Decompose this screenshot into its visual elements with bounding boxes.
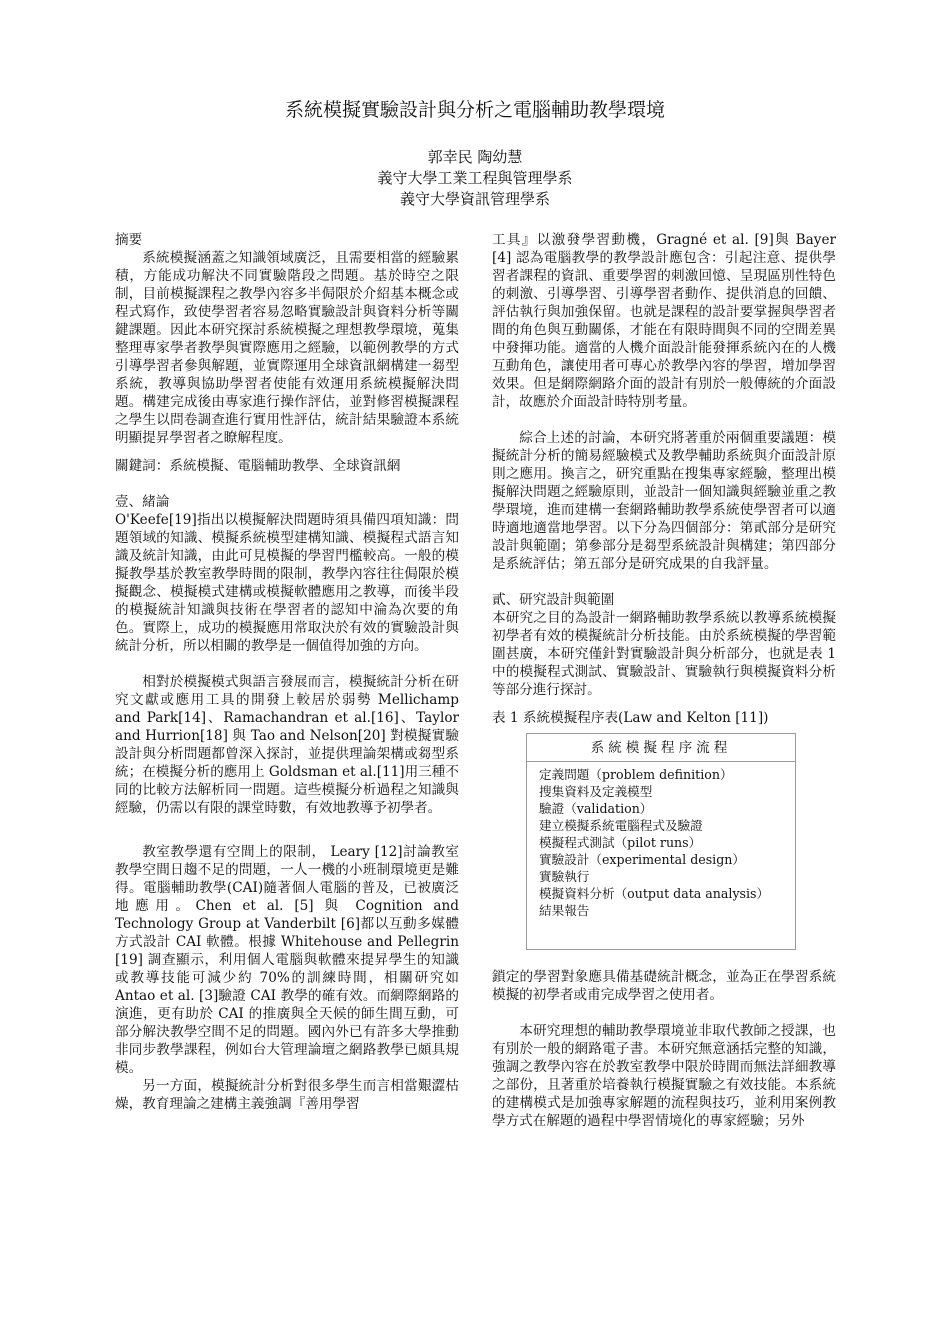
- process-table-body: [527, 762, 795, 949]
- table-caption: 表 1 系統模擬程序表(Law and Kelton [11]): [492, 710, 769, 726]
- author-block: [0, 147, 950, 210]
- abstract-text: 系統模擬涵蓋之知識領域廣泛，且需要相當的經驗累積，方能成功解決不同實驗階段之問題。基於時空之限制，目前模擬課程之教學內容多半侷限於介紹基本概念或程式寫作，致使學習者容易忽略實驗設計與資料分析等關鍵課題。因此本研究探討系統模擬之理想教學環境，蒐集整理專家學者教學與實際應用之經驗，以範例教學的方式引導學習者參與解題，並實際運用全球資訊網構建一芻型系統，教導與協助學習者使能有效運用系統模擬解決問題。構建完成後由專家進行操作評估，並對修習模擬課程之學生以問卷調查進行實用性評估，統計結果驗證本系統明顯提昇學習者之瞭解程度。: [115, 250, 459, 446]
- keywords: 關鍵詞：系統模擬、電腦輔助教學、全球資訊網: [115, 458, 401, 474]
- table-row: 結果報告: [539, 903, 590, 918]
- process-table-header: 系統模擬程序流程: [527, 734, 795, 762]
- author-names: 郭幸民 陶幼慧: [427, 148, 523, 166]
- table-row: 建立模擬系統電腦程式及驗證: [539, 818, 703, 833]
- intro-paragraph-3: 教室教學還有空間上的限制， Leary [12]討論教室教學空間日趨不足的問題，一人一機的小班制環境更是難得。電腦輔助教學(CAI)隨著個人電腦的普及，已被廣泛地應用。Chen et al. [5] 與 Cognition and Technology Group at Vanderbilt [6]都以互動多媒體方式設計 CAI 軟體。根據 Whitehouse and Pellegrin [19] 調查顯示，利用個人電腦與軟體來提昇學生的知識或教導技能可減少約 70%的訓練時間，相關研究如 Antao et al. [3]驗證 CAI 教學的確有效。而網際網路的演進，更有助於 CAI 的推廣與全天候的師生間互動，可部分解決教學空間不足的問題。國內外已有許多大學推動非同步教學課程，例如台大管理論壇之網路教學已頗具規模。: [115, 844, 459, 1076]
- table-row: 實驗執行: [539, 869, 590, 884]
- intro-paragraph-4: 另一方面，模擬統計分析對很多學生而言相當艱澀枯燥，教育理論之建構主義強調『善用學習: [115, 1078, 459, 1112]
- section-2-title: 貳、研究設計與範圍: [492, 592, 615, 608]
- table-row: 驗證（validation）: [539, 801, 653, 816]
- intro-paragraph-1: O'Keefe[19]指出以模擬解決問題時須具備四項知識：問題領域的知識、模擬系統模型建構知識、模擬程式語言知識及統計知識，由此可見模擬的學習門檻較高。一般的模擬教學基於教室教學時間的限制，教學內容往往侷限於模擬觀念、模擬模式建構或模擬軟體應用之教導，而後半段的模擬統計知識與技術在學習者的認知中淪為次要的角色。實際上，成功的模擬應用常取決於有效的實驗設計與統計分析，所以相關的教學是一個值得加強的方向。: [115, 512, 459, 654]
- intro-paragraph-2: 相對於模擬模式與語言發展而言，模擬統計分析在研究文獻或應用工具的開發上較居於弱勢 Mellichamp and Park[14]、Ramachandran et al.[16]、Taylor and Hurrion[18] 與 Tao and Nelson[20] 對模擬實驗設計與分析問題都曾深入探討，並提供理論架構或芻型系統；在模擬分析的應用上 Goldsman et al.[11]用三種不同的比較方法解析同一問題。這些模擬分析過程之知識與經驗，仍需以有限的課堂時數，有效地教導予初學者。: [115, 674, 459, 816]
- right-paragraph-5: 本研究理想的輔助教學環境並非取代教師之授課，也有別於一般的網路電子書。本研究無意涵括完整的知識，強調之教學內容在於教室教學中限於時間而無法詳細教導之部份，且著重於培養執行模擬實驗之有效技能。本系統的建構模式是加強專家解題的流程與技巧，並利用案例教學方式在解題的過程中學習情境化的專家經驗；另外: [492, 1023, 836, 1129]
- right-paragraph-2: 綜合上述的討論，本研究將著重於兩個重要議題：模擬統計分析的簡易經驗模式及教學輔助系統與介面設計原則之應用。換言之，研究重點在搜集專家經驗，整理出模擬解決問題之經驗原則，並設計一個知識與經驗並重之教學環境，進而建構一套網路輔助教學系統使學習者可以適時適地適當地學習。以下分為四個部分：第貳部分是研究設計與範圍；第參部分是芻型系統設計與構建；第四部分是系統評估；第五部分是研究成果的自我評量。: [492, 430, 836, 572]
- section-1-title: 壹、緒論: [115, 494, 170, 510]
- affiliation-2: 義守大學資訊管理學系: [399, 190, 550, 208]
- right-paragraph-4: 鎖定的學習對象應具備基礎統計概念，並為正在學習系統模擬的初學者或甫完成學習之使用者。: [492, 969, 836, 1003]
- page-title: 系統模擬實驗設計與分析之電腦輔助教學環境: [284, 99, 665, 121]
- table-row: 定義問題（problem definition）: [539, 767, 733, 782]
- table-row: 模擬程式測試（pilot runs）: [539, 835, 702, 850]
- abstract-title: 摘要: [115, 232, 143, 248]
- process-table: [526, 733, 796, 950]
- table-row: 實驗設計（experimental design）: [539, 852, 745, 867]
- affiliation-1: 義守大學工業工程與管理學系: [377, 169, 573, 187]
- table-row: 搜集資料及定義模型: [539, 784, 653, 799]
- right-paragraph-3: 本研究之目的為設計一網路輔助教學系統以教導系統模擬初學者有效的模擬統計分析技能。由於系統模擬的學習範圍甚廣，本研究僅針對實驗設計與分析部分，也就是表 1 中的模擬程式測試、實驗設計、實驗執行與模擬資料分析等部分進行探討。: [492, 610, 836, 698]
- right-column: [492, 231, 836, 1130]
- left-column: [115, 231, 459, 1113]
- table-row: 模擬資料分析（output data analysis）: [539, 886, 770, 901]
- right-paragraph-1: 工具』以激發學習動機，Gragné et al. [9]與 Bayer [4] 認為電腦教學的教學設計應包含：引起注意、提供學習者課程的資訊、重要學習的刺激回憶、呈現區別性特色的刺激、引導學習、引導學習者動作、提供消息的回饋、評估執行與加強保留。也就是課程的設計要掌握與學習者間的角色與互動關係，才能在有限時間與不同的空間差異中發揮功能。適當的人機介面設計能發揮系統內在的人機互動角色，讓使用者可專心於教學內容的學習，增加學習效果。但是網際網路介面的設計有別於一般傳統的介面設計，故應於介面設計時特別考量。: [492, 232, 836, 410]
